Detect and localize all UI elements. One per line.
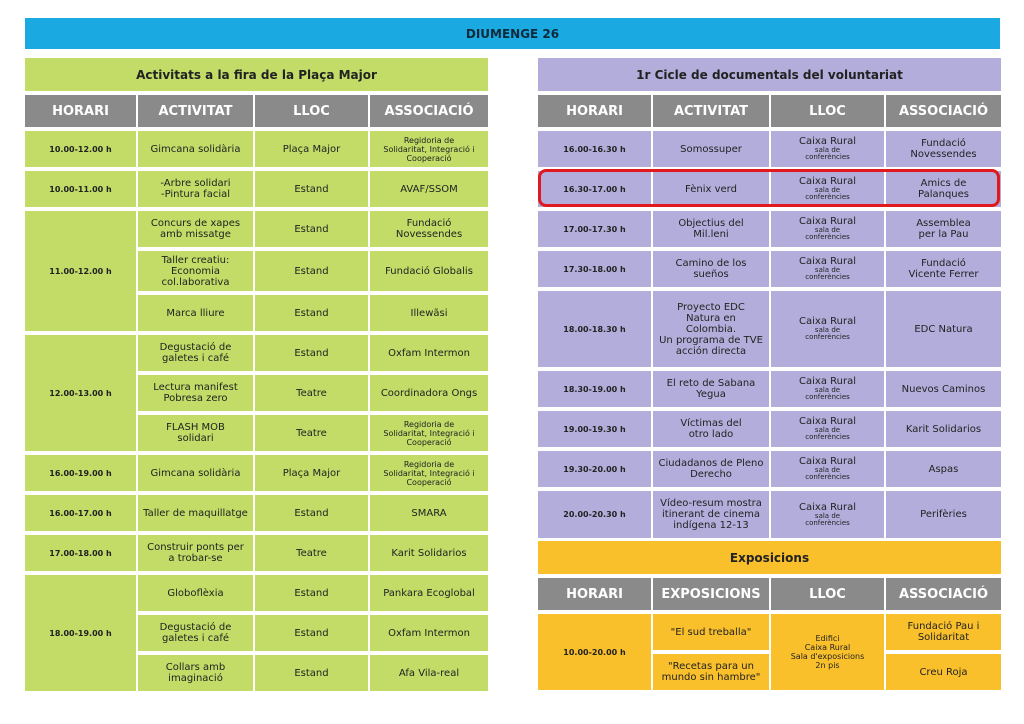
associacio-cell: Aspas [886,451,1001,487]
lloc-main-text: Caixa Rural [799,136,856,147]
exposicio-cell: "Recetas para un mundo sin hambre" [653,654,771,690]
horari-cell: 17.00-17.30 h [538,211,653,247]
horari-cell: 11.00-12.00 h [25,211,138,331]
exhibitions-table [538,537,1001,694]
table-row [538,171,1001,207]
col-header: ASSOCIACIÓ [370,95,488,127]
horari-cell: 17.00-18.00 h [25,535,138,571]
col-header: HORARI [538,578,653,610]
lloc-cell: Estand [255,655,370,691]
horari-cell: 18.00-19.00 h [25,575,138,691]
activitat-cell: Degustació de galetes i café [138,615,255,651]
associacio-cell: Fundació Novessendes [370,211,488,247]
lloc-cell: Estand [255,575,370,611]
activitat-cell: Camino de los sueños [653,251,771,287]
col-header: HORARI [538,95,653,127]
horari-cell: 19.30-20.00 h [538,451,653,487]
lloc-sub-text: sala de conferències [805,386,850,401]
associacio-cell: Amics de Palanques [886,171,1001,207]
activitat-cell: Construir ponts per a trobar-se [138,535,255,571]
associacio-cell: Pankara Ecoglobal [370,575,488,611]
lloc-main-text: Caixa Rural [799,416,856,427]
col-header: ACTIVITAT [138,95,255,127]
lloc-cell: Teatre [255,415,370,451]
activitat-cell: Vídeo-resum mostra itinerant de cinema indígena 12-13 [653,491,771,538]
associacio-cell: Creu Roja [886,654,1001,690]
table-row [25,211,488,247]
lloc-sub-text: sala de conferències [805,226,850,241]
lloc-sub-text: sala de conferències [805,426,850,441]
associacio-cell: Karit Solidarios [886,411,1001,447]
fira-activities-table [25,54,488,695]
associacio-cell: EDC Natura [886,291,1001,367]
fira-title: Activitats a la fira de la Plaça Major [25,58,488,91]
documentary-title: 1r Cicle de documentals del voluntariat [538,58,1001,91]
lloc-cell: Estand [255,615,370,651]
associacio-cell: Karit Solidarios [370,535,488,571]
fira-title-row [25,58,488,91]
exhibitions-title-row [538,541,1001,574]
associacio-cell: Fundació Vicente Ferrer [886,251,1001,287]
table-row [25,575,488,611]
col-header: LLOC [255,95,370,127]
table-row [25,131,488,167]
lloc-sub-text: sala de conferències [805,326,850,341]
activitat-cell: Taller de maquillatge [138,495,255,531]
exhibitions-title: Exposicions [538,541,1001,574]
activitat-cell: Somossuper [653,131,771,167]
table-row [538,291,1001,367]
lloc-cell [771,371,886,407]
associacio-cell: Afa Vila-real [370,655,488,691]
associacio-cell: Perifèries [886,491,1001,538]
col-header: ASSOCIACIÓ [886,578,1001,610]
activitat-cell: Ciudadanos de Pleno Derecho [653,451,771,487]
table-row [538,411,1001,447]
col-header: EXPOSICIONS [653,578,771,610]
associacio-cell: Regidoria de Solidaritat, Integració i Cooperació [370,415,488,451]
associacio-cell: Illewãsi [370,295,488,331]
activitat-cell: El reto de Sabana Yegua [653,371,771,407]
day-banner [25,18,1000,49]
exhibitions-header-row [538,578,1001,610]
lloc-sub-text: sala de conferències [805,186,850,201]
lloc-cell: Teatre [255,375,370,411]
associacio-cell: AVAF/SSOM [370,171,488,207]
horari-cell: 16.30-17.00 h [538,171,653,207]
lloc-cell [771,131,886,167]
activitat-cell: Marca lliure [138,295,255,331]
documentary-cycle-table [538,54,1001,542]
activitat-cell: Degustació de galetes i café [138,335,255,371]
lloc-cell: Estand [255,335,370,371]
associacio-cell: Coordinadora Ongs [370,375,488,411]
fira-header-row [25,95,488,127]
table-row [25,171,488,207]
associacio-cell: Regidoria de Solidaritat, Integració i Cooperació [370,455,488,491]
lloc-sub-text: sala de conferències [805,266,850,281]
col-header: LLOC [771,578,886,610]
activitat-cell: Objectius del Mil.leni [653,211,771,247]
col-header: HORARI [25,95,138,127]
lloc-main-text: Caixa Rural [799,376,856,387]
activitat-cell: Globoflèxia [138,575,255,611]
associacio-cell: Regidoria de Solidaritat, Integració i Cooperació [370,131,488,167]
associacio-cell: Fundació Globalis [370,251,488,291]
activitat-cell: Gimcana solidària [138,131,255,167]
horari-cell: 10.00-12.00 h [25,131,138,167]
lloc-main-text: Caixa Rural [799,216,856,227]
associacio-cell: Fundació Novessendes [886,131,1001,167]
table-row [538,451,1001,487]
lloc-sub-text: sala de conferències [805,466,850,481]
lloc-cell: Estand [255,251,370,291]
lloc-cell: Estand [255,295,370,331]
lloc-sub-text: sala de conferències [805,146,850,161]
table-row [538,211,1001,247]
table-row [25,535,488,571]
table-row [538,131,1001,167]
horari-cell: 16.00-19.00 h [25,455,138,491]
activitat-cell: Lectura manifest Pobresa zero [138,375,255,411]
horari-cell: 12.00-13.00 h [25,335,138,451]
table-row [25,335,488,371]
lloc-cell: Estand [255,495,370,531]
lloc-cell: Estand [255,171,370,207]
col-header: ASSOCIACIÓ [886,95,1001,127]
lloc-cell: Teatre [255,535,370,571]
lloc-cell: Estand [255,211,370,247]
day-title: DIUMENGE 26 [465,26,560,41]
col-header: LLOC [771,95,886,127]
lloc-cell [771,211,886,247]
activitat-cell: Gimcana solidària [138,455,255,491]
lloc-main-text: Caixa Rural [799,176,856,187]
table-row [538,491,1001,538]
associacio-cell: Assemblea per la Pau [886,211,1001,247]
lloc-main-text: Caixa Rural [799,256,856,267]
associacio-cell: Oxfam Intermon [370,615,488,651]
lloc-cell [771,251,886,287]
lloc-cell: Plaça Major [255,131,370,167]
activitat-cell: Collars amb imaginació [138,655,255,691]
horari-cell: 16.00-17.00 h [25,495,138,531]
table-row [538,251,1001,287]
associacio-cell: Oxfam Intermon [370,335,488,371]
lloc-main-text: Caixa Rural [799,316,856,327]
lloc-cell [771,291,886,367]
col-header: ACTIVITAT [653,95,771,127]
associacio-cell: Fundació Pau i Solidaritat [886,614,1001,650]
table-row [25,455,488,491]
lloc-cell: Edifici Caixa Rural Sala d'exposicions 2n pis [771,614,886,690]
exposicio-cell: "El sud treballa" [653,614,771,650]
horari-cell: 10.00-20.00 h [538,614,653,690]
lloc-cell [771,171,886,207]
activitat-cell: Concurs de xapes amb missatge [138,211,255,247]
horari-cell: 18.30-19.00 h [538,371,653,407]
lloc-cell [771,451,886,487]
lloc-main-text: Caixa Rural [799,456,856,467]
lloc-cell [771,491,886,538]
activitat-cell: Fènix verd [653,171,771,207]
activitat-cell: Víctimas del otro lado [653,411,771,447]
horari-cell: 10.00-11.00 h [25,171,138,207]
lloc-sub-text: sala de conferències [805,511,850,527]
horari-cell: 19.00-19.30 h [538,411,653,447]
activitat-cell: Taller creatiu: Economia col.laborativa [138,251,255,291]
horari-cell: 17.30-18.00 h [538,251,653,287]
table-row [25,495,488,531]
lloc-cell: Plaça Major [255,455,370,491]
activitat-cell: -Arbre solidari -Pintura facial [138,171,255,207]
documentary-header-row [538,95,1001,127]
horari-cell: 18.00-18.30 h [538,291,653,367]
documentary-title-row [538,58,1001,91]
horari-cell: 20.00-20.30 h [538,491,653,538]
lloc-cell [771,411,886,447]
activitat-cell: Proyecto EDC Natura en Colombia. Un programa de TVE acción directa [653,291,771,367]
associacio-cell: Nuevos Caminos [886,371,1001,407]
table-row [538,371,1001,407]
activitat-cell: FLASH MOB solidari [138,415,255,451]
lloc-main-text: Caixa Rural [799,501,856,513]
table-row [538,614,1001,650]
horari-cell: 16.00-16.30 h [538,131,653,167]
associacio-cell: SMARA [370,495,488,531]
